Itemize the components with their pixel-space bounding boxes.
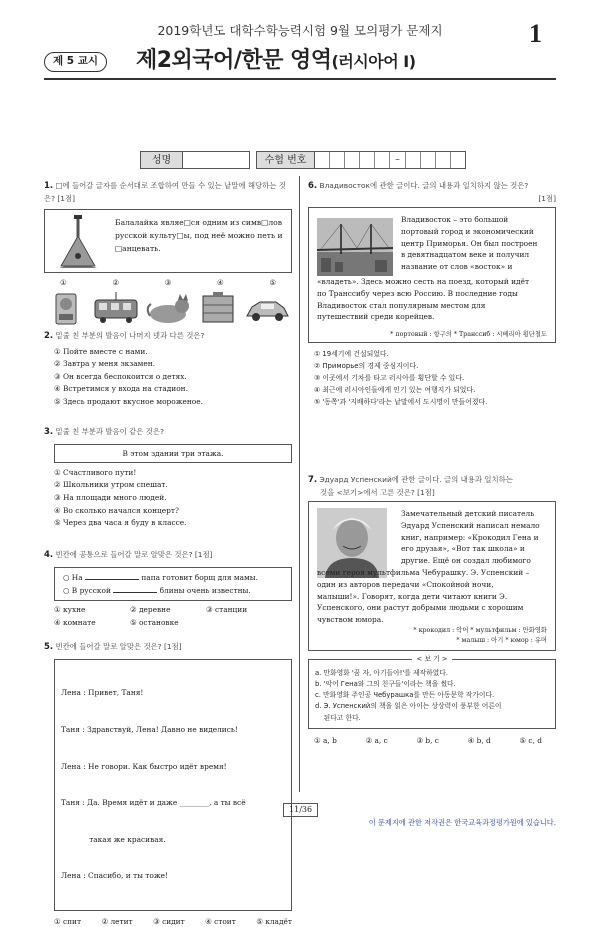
q1-choice-5[interactable]: ⑤ xyxy=(269,277,276,287)
q7-option-5[interactable]: ⑤ c, d xyxy=(519,735,542,745)
balalaika-image xyxy=(53,214,103,270)
subject-sub: (러시아어 Ⅰ) xyxy=(331,52,416,71)
q3-option-2[interactable]: ② Школьники утром спешат. xyxy=(54,480,168,490)
exam-title: 2019학년도 대학수학능력시험 9월 모의평가 문제지 xyxy=(157,23,443,38)
q2-option-5[interactable]: ⑤ Здесь продают вкусное мороженое. xyxy=(54,397,203,407)
q5-dialog-line-3: Лена : Не говори. Как быстро идёт время! xyxy=(61,761,227,771)
q3-option-4[interactable]: ④ Во сколько начался концерт? xyxy=(54,505,179,515)
q7-prompt-line-2: 것을 <보기>에서 고른 것은? [1점] xyxy=(320,487,435,497)
q4-option-4[interactable]: ④ комнате xyxy=(54,617,96,627)
q4-option-5[interactable]: ⑤ остановке xyxy=(130,617,179,627)
q4-passage-box xyxy=(54,567,292,602)
q5-dialog-line-5: такая же красивая. xyxy=(61,834,166,844)
q2-option-2[interactable]: ② Завтра у меня экзамен. xyxy=(54,359,156,369)
q3-option-1[interactable]: ① Счастливого пути! xyxy=(54,467,137,477)
q5-option-4[interactable]: ④ стоит xyxy=(205,917,236,927)
q7-option-1[interactable]: ① a, b xyxy=(314,735,337,745)
q1-choice-4[interactable]: ④ xyxy=(216,277,224,287)
q1-passage-box xyxy=(44,209,292,273)
q4-line-1: ○ На папа готовит борщ для мамы. xyxy=(63,572,259,582)
q6-passage-box xyxy=(308,207,556,343)
q6-passage-full: «владеть». Здесь можно сесть на поезд, который идёт по Транссибу через всю Россию. В последние годы Владивосток стал популярным местом для путешествий среди корейцев. xyxy=(317,276,530,322)
q7-option-3[interactable]: ③ b, c xyxy=(416,735,439,745)
q5-option-2[interactable]: ② летит xyxy=(101,917,133,927)
question-2 xyxy=(44,330,292,409)
q1-passage-text: Балалайка являе□ся одним из симв□лов русской культу□ы, под неё можно петь и □анцевать. xyxy=(115,217,283,254)
question-1 xyxy=(44,180,292,326)
q6-prompt: 6. Владивосток에 관한 글이다. 글의 내용과 일치하지 않는 것은? xyxy=(308,181,529,191)
q2-option-4[interactable]: ④ Встретимся у входа на стадион. xyxy=(54,384,188,394)
tank-image xyxy=(198,290,238,326)
exam-number-label: 수험 번호 xyxy=(257,152,315,168)
footer-page-total: 36 xyxy=(301,805,313,814)
vladivostok-bridge-image xyxy=(317,218,393,276)
copyright-notice: 이 문제지에 관한 저작권은 한국교육과정평가원에 있습니다. xyxy=(368,818,556,827)
q4-line-2: ○ В русской блины очень известны. xyxy=(63,586,251,596)
question-7 xyxy=(308,474,556,746)
q7-passage-full: всеми героя мультфильма Чебурашку. Э. Успенский – один из авторов передачи «Спокойной ночи, малыши!». Говорят, когда дети читают книги Э. Успенского, они растут добрыми людьми с хорошим чувством юмора. xyxy=(317,567,530,625)
q7-bogi-d-cont: 된다고 한다. xyxy=(315,713,361,722)
column-divider xyxy=(299,176,300,792)
period-badge: 제 5 교시 xyxy=(44,52,107,72)
q7-bogi-box xyxy=(308,654,556,729)
q7-prompt: 7. Эдуард Успенский에 관한 글이다. 글의 내용과 일치하는 xyxy=(308,475,513,485)
q3-option-5[interactable]: ⑤ Через два часа я буду в классе. xyxy=(54,518,187,528)
q7-passage-box xyxy=(308,501,556,651)
tram-image xyxy=(93,290,139,326)
name-label: 성명 xyxy=(141,152,183,168)
page-number: 1 xyxy=(529,19,542,48)
q4-option-3[interactable]: ③ станции xyxy=(206,605,248,615)
header-rule xyxy=(44,78,556,80)
q1-choice-1[interactable]: ① xyxy=(60,277,67,287)
q3-options xyxy=(44,467,292,530)
q7-bogi-b: b. '악어 Гена와 그의 친구들'이라는 책을 썼다. xyxy=(315,680,456,689)
car-image xyxy=(244,290,290,326)
footer-page-indicator: 11/36 xyxy=(283,803,318,817)
question-5 xyxy=(44,641,292,927)
q4-option-2[interactable]: ② деревне xyxy=(130,605,171,615)
q4-option-1[interactable]: ① кухне xyxy=(54,605,86,615)
q1-prompt: 1. □에 들어갈 글자를 순서대로 조합하여 만들 수 있는 낱말에 해당하는 것은? [1점] xyxy=(44,181,286,203)
q3-passage: В этом здании три этажа. xyxy=(122,448,224,458)
q1-choice-images xyxy=(44,290,292,326)
exam-number-dash: – xyxy=(390,152,405,168)
q7-option-4[interactable]: ④ b, d xyxy=(467,735,491,745)
q1-choice-2[interactable]: ② xyxy=(112,277,119,287)
q6-gloss: * портовый : 항구의 * Транссиб : 시베리아 횡단철도 xyxy=(390,330,547,338)
q5-dialog-line-4: Таня : Да. Время идёт и даже ________, а ты всё xyxy=(61,798,246,808)
q7-gloss: * крокодил : 악어 * мультфильм : 만화영화 * малыш : 아기 * юмор : 유머 xyxy=(413,626,547,644)
q6-points: [1점] xyxy=(538,193,556,203)
q1-choice-numbers xyxy=(44,277,292,288)
q6-option-1[interactable]: ① 19세기에 건설되었다. xyxy=(314,349,389,358)
q2-option-3[interactable]: ③ Он всегда беспокоится о детях. xyxy=(54,371,187,381)
q7-bogi-a: a. 만화영화 '꿈 자, 아기들아!'를 제작하였다. xyxy=(315,668,448,677)
radio-image xyxy=(46,290,86,326)
q6-option-5[interactable]: ⑤ '동쪽'과 '지배하다'라는 낱말에서 도시명이 만들어졌다. xyxy=(314,398,488,407)
q5-option-3[interactable]: ③ сидит xyxy=(153,917,185,927)
q2-option-1[interactable]: ① Пойте вместе с нами. xyxy=(54,346,148,356)
name-field[interactable] xyxy=(140,151,250,169)
q3-option-3[interactable]: ③ На площади много людей. xyxy=(54,493,167,503)
q7-bogi-d: d. Э. Успенский의 책을 읽은 아이는 상상력이 풍부한 어른이 xyxy=(315,702,502,711)
q7-bogi-c: c. 만화영화 주인공 Чебурашка를 만든 아동문학 작가이다. xyxy=(315,691,495,700)
q7-option-2[interactable]: ② a, c xyxy=(365,735,388,745)
cat-image xyxy=(145,290,191,326)
question-4 xyxy=(44,549,292,630)
q3-passage-box xyxy=(54,444,292,463)
q5-options xyxy=(44,916,292,927)
subject-title xyxy=(136,44,416,77)
q4-prompt: 4. 빈칸에 공통으로 들어갈 말로 알맞은 것은? [1점] xyxy=(44,550,213,560)
q5-option-1[interactable]: ① спит xyxy=(54,917,82,927)
q5-prompt: 5. 빈칸에 들어갈 말로 알맞은 것은? [1점] xyxy=(44,642,182,652)
q6-option-2[interactable]: ② Приморье의 경제 중심지이다. xyxy=(314,361,419,370)
question-6 xyxy=(308,180,556,408)
subject-name: 제2외국어/한문 영역 xyxy=(136,48,332,73)
q5-dialog-line-2: Таня : Здравствуй, Лена! Давно не виделись! xyxy=(61,724,238,734)
footer-page-current: 11 xyxy=(289,805,300,814)
question-3 xyxy=(44,426,292,530)
q6-options xyxy=(308,348,556,408)
q6-option-3[interactable]: ③ 이곳에서 기차를 타고 러시아를 횡단할 수 있다. xyxy=(314,374,465,383)
q3-prompt: 3. 밑줄 친 부분과 발음이 같은 것은? xyxy=(44,427,164,437)
q7-options xyxy=(308,735,556,746)
q7-passage-side: Замечательный детский писатель Эдуард Успенский написал немало книг, например: «Крокодил Гена и его друзья», «Вот так школа» и другие. Ещё он создал любимого xyxy=(401,508,540,566)
q4-options xyxy=(44,604,292,629)
q2-options xyxy=(44,346,292,409)
q5-dialog-line-1: Лена : Привет, Таня! xyxy=(61,688,144,698)
q7-bogi-label: < 보 기 > xyxy=(309,654,555,665)
q1-choice-3[interactable]: ③ xyxy=(164,277,172,287)
q6-option-4[interactable]: ④ 최근에 러시아인들에게 인기 있는 여행지가 되었다. xyxy=(314,386,476,395)
q5-option-5[interactable]: ⑤ кладёт xyxy=(256,917,292,927)
q5-dialog-line-6: Лена : Спасибо, и ты тоже! xyxy=(61,871,168,881)
q6-passage-side: Владивосток – это большой портовый город и экономический центр Приморья. Он был построен в девятнадцатом веке и получил название от слов «восток» и xyxy=(401,214,538,272)
q5-dialog-box xyxy=(54,659,292,911)
exam-number-field[interactable] xyxy=(256,151,466,169)
q2-prompt: 2. 밑줄 친 부분의 발음이 나머지 넷과 다른 것은? xyxy=(44,331,205,341)
